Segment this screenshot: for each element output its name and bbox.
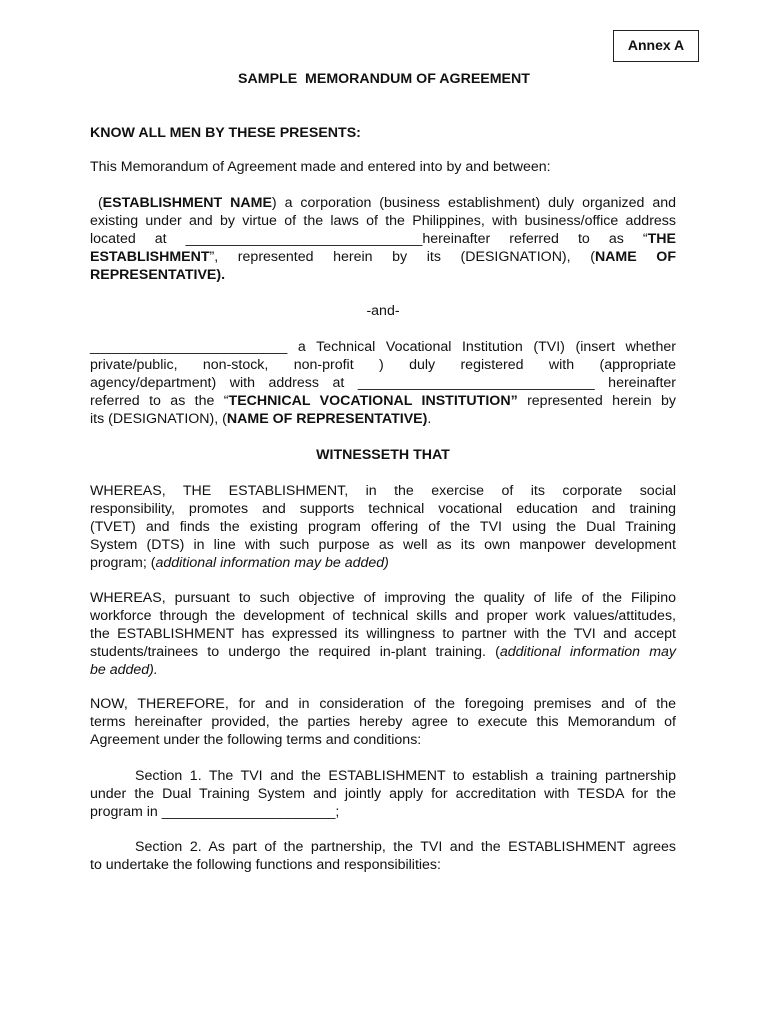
name-of-text: NAME OF <box>594 249 677 265</box>
witnesseth-heading <box>90 446 676 464</box>
witnesseth-text: WITNESSETH THAT <box>316 447 450 463</box>
text: . <box>427 411 432 427</box>
whereas-1-line-5 <box>90 554 676 572</box>
establishment-line-4 <box>90 248 676 266</box>
annex-label: Annex A <box>613 30 699 62</box>
text: ”, represented herein by its (DESIGNATION), ( <box>209 249 595 265</box>
whereas-1-paragraph <box>90 482 676 572</box>
additional-info-note: additional information may <box>499 644 677 660</box>
establishment-paragraph <box>90 194 676 284</box>
section-1-line-3: program in ______________________; <box>90 804 340 820</box>
text: represented herein by <box>517 393 676 409</box>
whereas-1-line-3: (TVET) and finds the existing program offering of the TVI using the Dual Training <box>90 519 676 535</box>
text: referred to as the “ <box>90 393 229 409</box>
establishment-name-placeholder: ESTABLISHMENT NAME <box>102 195 272 211</box>
additional-info-note-end: be added). <box>90 662 158 678</box>
whereas-1-line-2: responsibility, promotes and supports technical vocational education and training <box>90 501 676 517</box>
tvi-paragraph <box>90 338 676 428</box>
representative-placeholder: REPRESENTATIVE). <box>90 267 226 283</box>
whereas-2-line-2: workforce through the development of technical skills and proper work values/attitudes, <box>90 608 676 624</box>
establishment-term: ESTABLISHMENT <box>90 249 210 265</box>
and-separator: -and- <box>366 303 400 319</box>
text: students/trainees to undergo the required in-plant training. ( <box>90 644 500 660</box>
whereas-2-paragraph <box>90 589 676 679</box>
now-therefore-paragraph <box>90 695 676 749</box>
tvi-line-2: private/public, non-stock, non-profit ) duly registered with (appropriate <box>90 357 676 373</box>
section-2-line-1: Section 2. As part of the partnership, the TVI and the ESTABLISHMENT agrees <box>135 839 676 855</box>
establishment-line-5 <box>90 266 676 284</box>
text: located at ______________________________hereinafter referred to as “ <box>90 231 648 247</box>
whereas-2-line-4 <box>90 643 676 661</box>
text: its (DESIGNATION), ( <box>90 411 227 427</box>
section-1-line-1: Section 1. The TVI and the ESTABLISHMENT to establish a training partnership <box>135 768 676 784</box>
whereas-2-line-5 <box>90 661 676 679</box>
now-therefore-line-3: Agreement under the following terms and conditions: <box>90 732 422 748</box>
salutation-text: KNOW ALL MEN BY THESE PRESENTS: <box>90 125 361 141</box>
section-1-paragraph <box>90 767 676 821</box>
text: ) a corporation (business establishment) duly organized and <box>271 195 676 211</box>
tvi-line-4 <box>90 392 676 410</box>
tvi-line-1: _________________________ a Technical Vocational Institution (TVI) (insert whether <box>90 339 676 355</box>
the-text: THE <box>647 231 676 247</box>
text: program; ( <box>90 555 156 571</box>
intro-paragraph: This Memorandum of Agreement made and entered into by and between: <box>90 159 551 175</box>
tvi-term: TECHNICAL VOCATIONAL INSTITUTION” <box>228 393 518 409</box>
tvi-line-3: agency/department) with address at ______________________________ hereinafter <box>90 375 676 391</box>
tvi-line-5 <box>90 410 676 428</box>
whereas-2-line-3: the ESTABLISHMENT has expressed its willingness to partner with the TVI and accept <box>90 626 676 642</box>
now-therefore-line-1: NOW, THEREFORE, for and in consideration of the foregoing premises and of the <box>90 696 676 712</box>
section-2-paragraph <box>90 838 676 874</box>
now-therefore-line-2: terms hereinafter provided, the parties hereby agree to execute this Memorandum of <box>90 714 676 730</box>
paren: ( <box>97 195 103 211</box>
document-title: SAMPLE MEMORANDUM OF AGREEMENT <box>238 71 530 87</box>
whereas-1-line-4: System (DTS) in line with such purpose as well as its own manpower development <box>90 537 676 553</box>
establishment-line-1 <box>90 194 676 212</box>
section-1-line-2: under the Dual Training System and jointly apply for accreditation with TESDA for the <box>90 786 676 802</box>
section-2-line-2: to undertake the following functions and responsibilities: <box>90 857 441 873</box>
establishment-line-2: existing under and by virtue of the laws of the Philippines, with business/office address <box>90 213 676 229</box>
salutation-heading <box>90 124 676 142</box>
whereas-2-line-1: WHEREAS, pursuant to such objective of improving the quality of life of the Filipino <box>90 590 676 606</box>
whereas-1-line-1: WHEREAS, THE ESTABLISHMENT, in the exercise of its corporate social <box>90 483 676 499</box>
establishment-line-3 <box>90 230 676 248</box>
representative-placeholder: NAME OF REPRESENTATIVE) <box>226 411 428 427</box>
additional-info-note: additional information may be added) <box>155 555 389 571</box>
